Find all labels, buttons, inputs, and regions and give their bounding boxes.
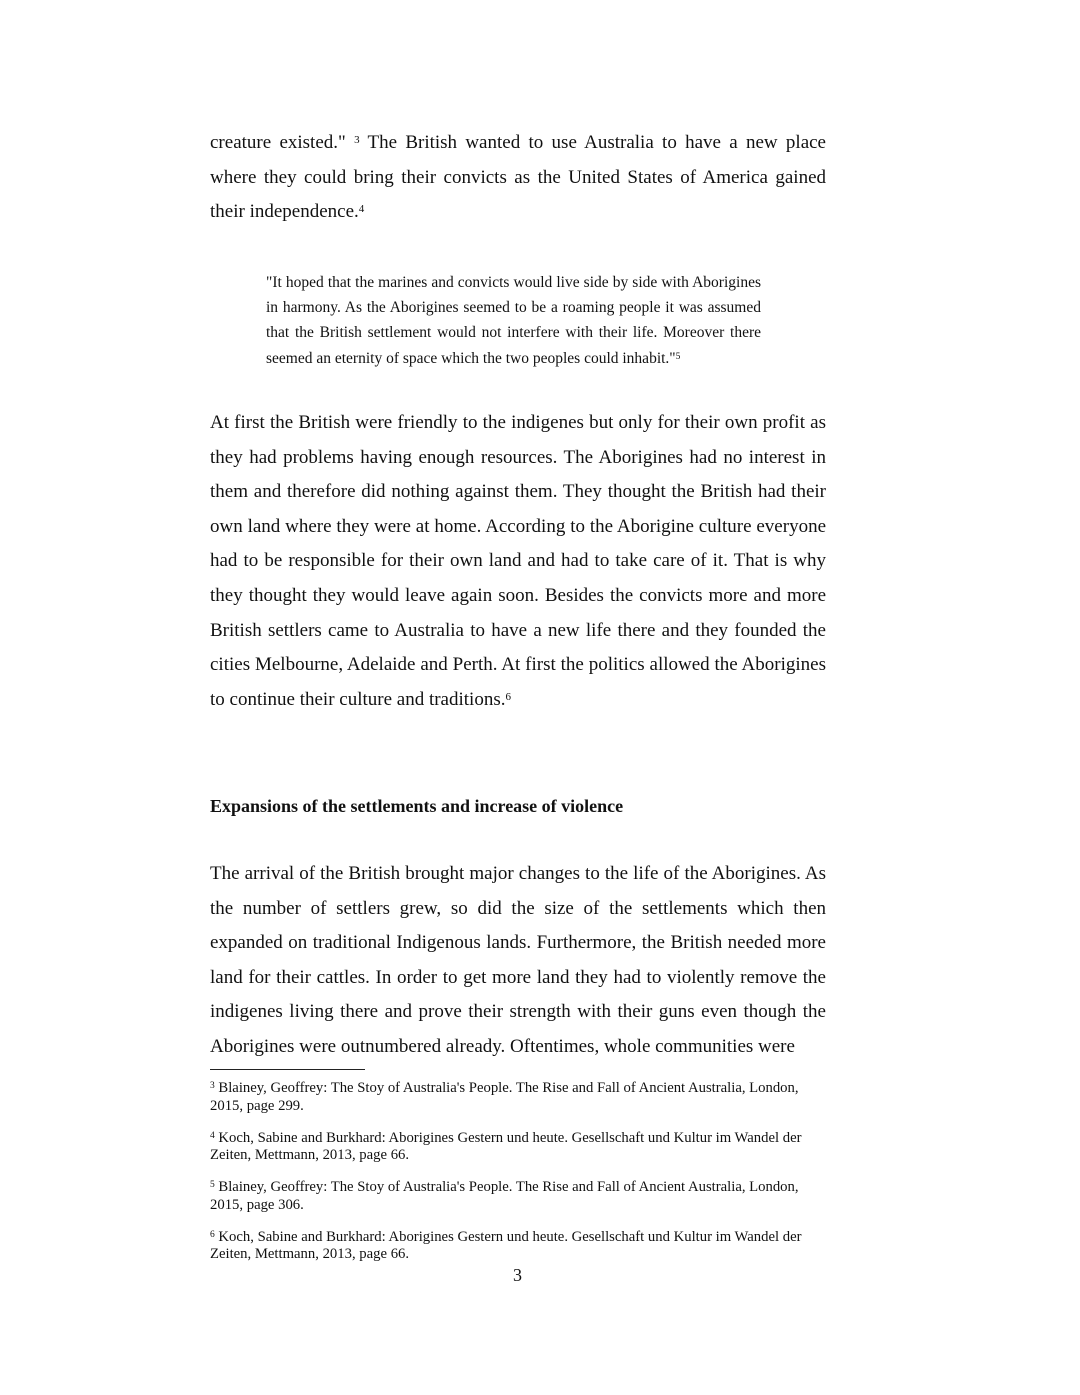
- footnote-number: 5: [210, 1180, 215, 1190]
- footnotes: [210, 1080, 826, 1278]
- footnote-number: 4: [210, 1130, 215, 1141]
- footnote-5: [210, 1179, 826, 1214]
- footnote-6: [210, 1229, 826, 1264]
- footnote-4: [210, 1130, 826, 1165]
- page-number: 3: [513, 1265, 522, 1285]
- footnote-number: 3: [210, 1081, 215, 1091]
- section-heading: Expansions of the settlements and increase of violence: [210, 796, 624, 817]
- footnote-text: Koch, Sabine and Burkhard: Aborigines Gestern und heute. Gesellschaft und Kultur im Wandel der Zeiten, Mettmann, 2013, page 66.: [210, 1228, 802, 1262]
- footnote-reference-3[interactable]: 3: [354, 134, 360, 146]
- paragraph-british-friendliness: [210, 406, 826, 717]
- paragraph-text: The arrival of the British brought major changes to the life of the Aborigines. As the number of settlers grew, so did the size of the settlements which then expanded on traditional Indigenous lands. Furthermore, the British needed more land for their cattles. In order to get more land they had to violently remove the indigenes living there and prove their strength with their guns even though the Aborigines were outnumbered already. Oftentimes, whole communities were: [210, 862, 826, 1057]
- block-quote-text: "It hoped that the marines and convicts would live side by side with Aborigines in harmony. As the Aborigines seemed to be a roaming people it was assumed that the British settlement would not interfere with their life. Moreover there seemed an eternity of space which the two peoples could inhabit.": [266, 273, 761, 367]
- paragraph-continuation: [210, 126, 826, 230]
- paragraph-arrival-of-british: [210, 857, 826, 1065]
- footnote-3: [210, 1080, 826, 1115]
- footnote-text: Blainey, Geoffrey: The Stoy of Australia's People. The Rise and Fall of Ancient Australia, London, 2015, page 306.: [210, 1179, 799, 1213]
- paragraph-text: The British wanted to use Australia to have a new place where they could bring their convicts as the United States of America gained their independence.: [210, 132, 826, 223]
- page-body: [210, 126, 826, 1064]
- footnote-number: 6: [210, 1229, 215, 1240]
- block-quote: [266, 270, 761, 371]
- footnote-text: Koch, Sabine and Burkhard: Aborigines Gestern und heute. Gesellschaft und Kultur im Wandel der Zeiten, Mettmann, 2013, page 66.: [210, 1129, 802, 1163]
- paragraph-text: creature existed.": [210, 132, 355, 153]
- footnote-reference-4[interactable]: 4: [358, 203, 365, 216]
- footnote-reference-6[interactable]: 6: [505, 690, 511, 703]
- footnote-reference-5[interactable]: 5: [675, 351, 681, 362]
- footnote-text: Blainey, Geoffrey: The Stoy of Australia's People. The Rise and Fall of Ancient Australia, London, 2015, page 299.: [210, 1080, 799, 1114]
- paragraph-text: At first the British were friendly to the indigenes but only for their own profit as they had problems having enough resources. The Aborigines had no interest in them and therefore did nothing against them. They thought the British had their own land where they were at home. According to the Aborigine culture everyone had to be responsible for their own land and had to take care of it. That is why they thought they would leave again soon. Besides the convicts more and more British settlers came to Australia to have a new life there and they founded the cities Melbourne, Adelaide and Perth. At first the politics allowed the Aborigines to continue their culture and traditions.: [210, 411, 826, 710]
- footnote-separator: [210, 1069, 365, 1070]
